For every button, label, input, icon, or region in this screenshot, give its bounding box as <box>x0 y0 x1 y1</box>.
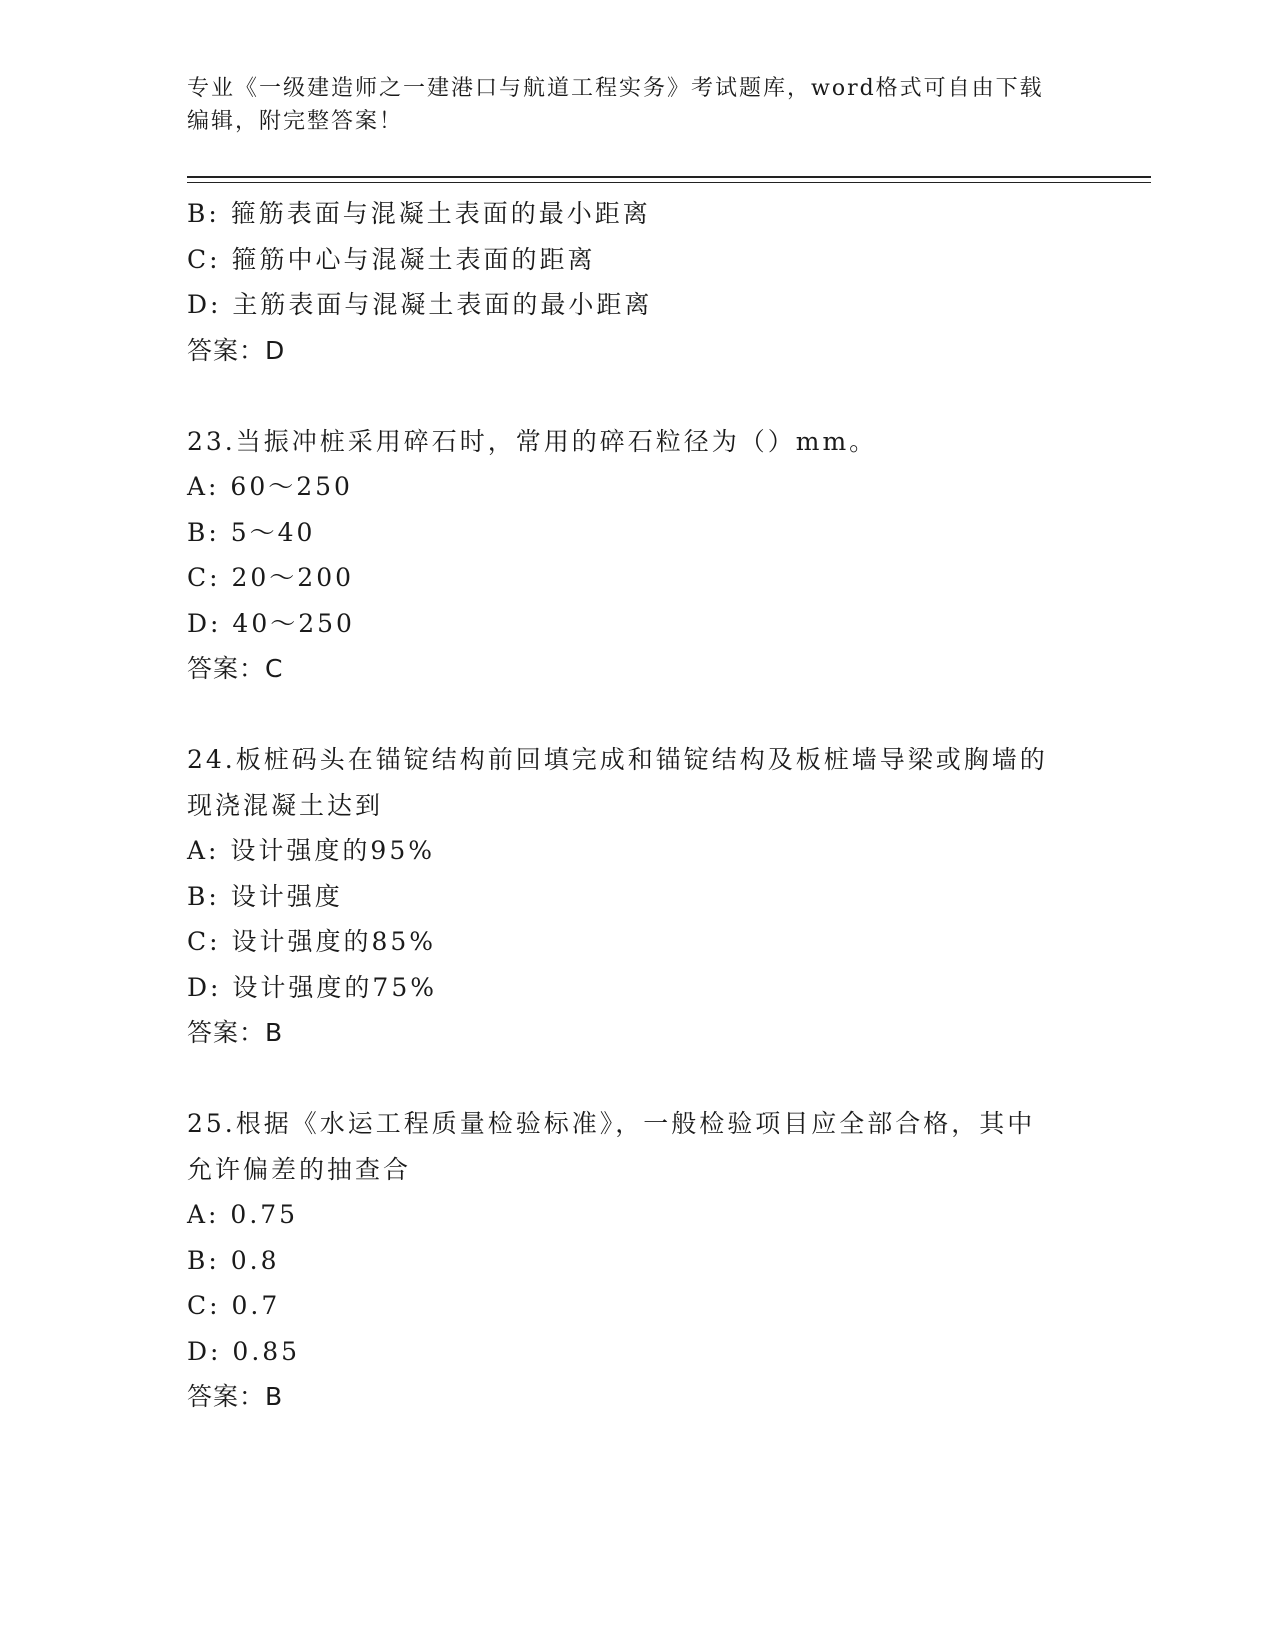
question-stem: 23.当振冲桩采用碎石时，常用的碎石粒径为（）mm。 <box>187 426 878 456</box>
option-d: D: 0.85 <box>187 1336 301 1366</box>
option-b: B: 设计强度 <box>187 881 343 911</box>
question-stem-line-1: 24.板桩码头在锚锭结构前回填完成和锚锭结构及板桩墙导梁或胸墙的 <box>187 745 1048 774</box>
header-line-2: 编辑，附完整答案！ <box>187 109 404 134</box>
answer: 答案：B <box>187 1018 284 1047</box>
option-c: C: 箍筋中心与混凝土表面的距离 <box>187 244 596 274</box>
header-divider-thick <box>187 176 1151 178</box>
option-d: D: 主筋表面与混凝土表面的最小距离 <box>187 290 653 319</box>
option-a: A: 设计强度的95% <box>187 836 435 865</box>
question-25 <box>187 1101 1087 1420</box>
answer: 答案：C <box>187 654 284 683</box>
option-d: D: 设计强度的75% <box>187 972 437 1002</box>
option-b: B: 0.8 <box>187 1245 280 1275</box>
answer: 答案：D <box>187 335 286 365</box>
option-b: B: 箍筋表面与混凝土表面的最小距离 <box>187 199 651 228</box>
option-a: A: 60～250 <box>187 472 353 501</box>
header-line-1: 专业《一级建造师之一建港口与航道工程实务》考试题库，word格式可自由下载 <box>187 76 1044 101</box>
question-stem-line-2: 现浇混凝土达到 <box>187 790 384 820</box>
question-23 <box>187 419 1087 692</box>
option-b: B: 5～40 <box>187 517 316 547</box>
header-divider-thin <box>187 182 1151 183</box>
prev-question-block <box>187 191 1087 373</box>
document-header <box>187 72 1067 138</box>
option-c: C: 20～200 <box>187 563 355 592</box>
question-stem-line-1: 25.根据《水运工程质量检验标准》，一般检验项目应全部合格，其中 <box>187 1109 1036 1138</box>
option-d: D: 40～250 <box>187 608 355 638</box>
option-c: C: 设计强度的85% <box>187 927 437 956</box>
answer: 答案：B <box>187 1382 284 1411</box>
question-24 <box>187 737 1087 1056</box>
question-stem-line-2: 允许偏差的抽查合 <box>187 1154 412 1184</box>
option-a: A: 0.75 <box>187 1200 299 1229</box>
option-c: C: 0.7 <box>187 1291 281 1320</box>
question-list <box>187 191 1087 1420</box>
